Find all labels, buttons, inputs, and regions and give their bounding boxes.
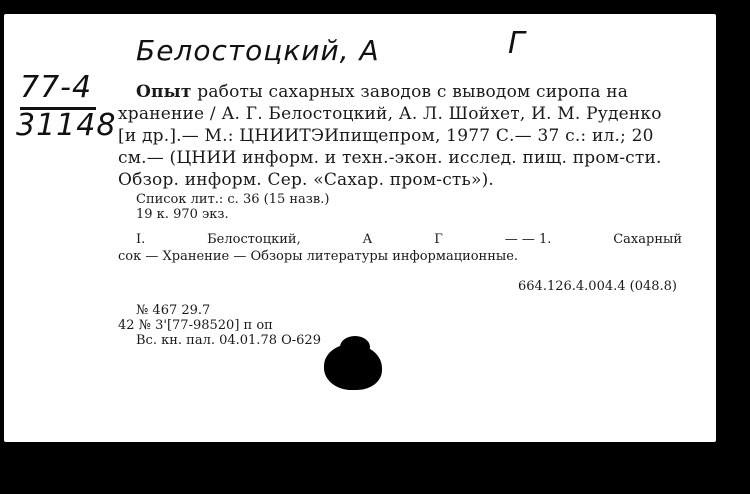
subject-line-1 [136,232,682,247]
footer-line-1: № 467 29.7 [136,303,211,318]
subject-name: Белостоцкий, [207,232,301,247]
handwritten-initial: Г [508,26,526,61]
note-bibliography: Список лит.: с. 36 (15 назв.) [136,192,330,207]
subject-end: Сахарный [613,232,682,247]
title-line-5: Обзор. информ. Сер. «Сахар. пром-сть»). [118,170,495,190]
subject-initial-g: Г [434,232,443,247]
footer-line-3: Вс. кн. пал. 04.01.78 О-629 [136,333,321,348]
subject-num: I. [136,232,146,247]
title-line-3: [и др.].— М.: ЦНИИТЭИпищепром, 1977 С.— 37 с.: ил.; 20 [118,126,654,146]
title-line-1-text: работы сахарных заводов с выводом сиропа на [197,82,629,102]
handwritten-code-bottom: 31148 [16,108,117,143]
subject-line-2: сок — Хранение — Обзоры литературы информационные. [118,249,519,264]
title-line-2: хранение / А. Г. Белостоцкий, А. Л. Шойхет, И. М. Руденко [118,104,662,124]
handwritten-author: Белостоцкий, А [136,34,380,67]
title-line-4: см.— (ЦНИИ информ. и техн.-экон. исслед. пищ. пром-сти. [118,148,662,168]
classification-code: 664.126.4.004.4 (048.8) [518,279,678,294]
subject-initial-a: А [362,232,373,247]
ink-blot [324,344,382,390]
note-price-copies: 19 к. 970 экз. [136,207,229,222]
title-bold-word: Опыт [136,82,192,102]
footer-line-2: 42 № 3'[77-98520] п оп [118,318,273,333]
handwritten-code-top: 77-4 [20,70,96,110]
title-line-1 [136,82,628,102]
subject-dash: — — 1. [504,232,552,247]
